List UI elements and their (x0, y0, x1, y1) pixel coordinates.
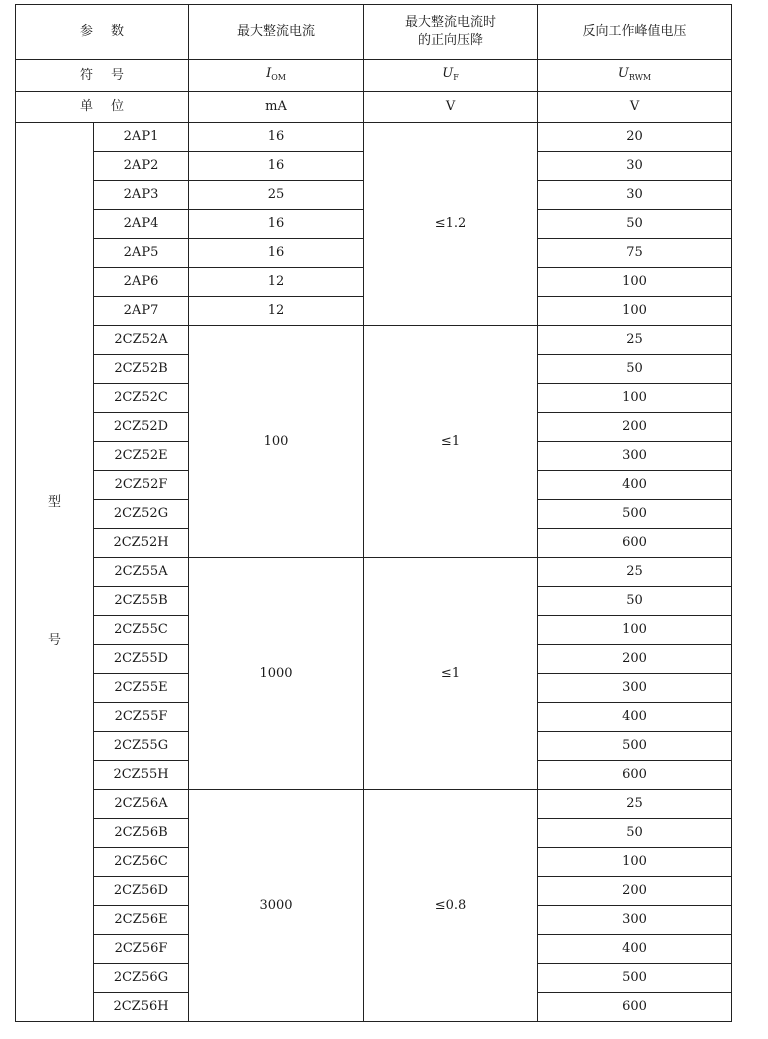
model-cell: 2CZ55B (94, 587, 189, 616)
uf-group-cell: ≤1.2 (364, 123, 538, 326)
model-cell: 2CZ56H (94, 993, 189, 1022)
urwm-cell: 20 (538, 123, 732, 152)
model-cell: 2CZ56E (94, 906, 189, 935)
model-cell: 2AP5 (94, 239, 189, 268)
urwm-cell: 50 (538, 587, 732, 616)
table-row (16, 790, 732, 819)
model-cell: 2AP6 (94, 268, 189, 297)
iom-header: 最大整流电流 (189, 5, 364, 60)
iom-cell: 12 (189, 297, 364, 326)
model-label-char2: 号 (47, 633, 61, 648)
urwm-cell: 200 (538, 645, 732, 674)
urwm-cell: 600 (538, 761, 732, 790)
model-cell: 2CZ52B (94, 355, 189, 384)
model-label-cell (16, 123, 94, 1022)
model-cell: 2CZ52E (94, 442, 189, 471)
uf-header (364, 5, 538, 60)
urwm-cell: 500 (538, 500, 732, 529)
model-cell: 2CZ52H (94, 529, 189, 558)
model-cell: 2CZ56F (94, 935, 189, 964)
model-cell: 2CZ55H (94, 761, 189, 790)
model-cell: 2AP2 (94, 152, 189, 181)
urwm-cell: 30 (538, 181, 732, 210)
uf-group-cell: ≤1 (364, 558, 538, 790)
iom-group-cell: 1000 (189, 558, 364, 790)
model-cell: 2CZ55C (94, 616, 189, 645)
urwm-header: 反向工作峰值电压 (538, 5, 732, 60)
model-cell: 2CZ56B (94, 819, 189, 848)
urwm-cell: 400 (538, 935, 732, 964)
model-cell: 2AP4 (94, 210, 189, 239)
iom-cell: 12 (189, 268, 364, 297)
table-row (16, 326, 732, 355)
urwm-cell: 400 (538, 703, 732, 732)
urwm-cell: 100 (538, 268, 732, 297)
iom-cell: 16 (189, 152, 364, 181)
urwm-cell: 600 (538, 529, 732, 558)
iom-group-cell: 100 (189, 326, 364, 558)
header-row (16, 5, 732, 60)
model-cell: 2CZ55E (94, 674, 189, 703)
model-cell: 2CZ55G (94, 732, 189, 761)
urwm-cell: 300 (538, 442, 732, 471)
model-cell: 2CZ52F (94, 471, 189, 500)
urwm-unit: V (538, 92, 732, 123)
urwm-cell: 400 (538, 471, 732, 500)
model-cell: 2CZ56A (94, 790, 189, 819)
model-cell: 2CZ52D (94, 413, 189, 442)
urwm-cell: 75 (538, 239, 732, 268)
urwm-cell: 50 (538, 355, 732, 384)
model-cell: 2AP7 (94, 297, 189, 326)
model-cell: 2CZ52C (94, 384, 189, 413)
model-cell: 2CZ56C (94, 848, 189, 877)
iom-cell: 25 (189, 181, 364, 210)
model-cell: 2CZ52A (94, 326, 189, 355)
model-cell: 2CZ55F (94, 703, 189, 732)
urwm-cell: 25 (538, 326, 732, 355)
model-cell: 2CZ56D (94, 877, 189, 906)
uf-unit: V (364, 92, 538, 123)
urwm-cell: 25 (538, 558, 732, 587)
uf-symbol: $U_F$ (364, 60, 538, 92)
urwm-cell: 300 (538, 674, 732, 703)
table-row (16, 558, 732, 587)
uf-group-cell: ≤1 (364, 326, 538, 558)
urwm-cell: 200 (538, 413, 732, 442)
model-cell: 2CZ52G (94, 500, 189, 529)
urwm-cell: 100 (538, 616, 732, 645)
parameter-header: 参数 (16, 5, 189, 60)
model-cell: 2AP1 (94, 123, 189, 152)
urwm-cell: 500 (538, 964, 732, 993)
iom-cell: 16 (189, 239, 364, 268)
urwm-cell: 200 (538, 877, 732, 906)
unit-row (16, 92, 732, 123)
model-cell: 2AP3 (94, 181, 189, 210)
model-cell: 2CZ55D (94, 645, 189, 674)
table-row (16, 123, 732, 152)
table-body (16, 5, 732, 1022)
iom-symbol: $I_{OM}$ (189, 60, 364, 92)
urwm-symbol: $U_{RWM}$ (538, 60, 732, 92)
symbol-label: 符号 (16, 60, 189, 92)
symbol-row (16, 60, 732, 92)
iom-unit: mA (189, 92, 364, 123)
urwm-cell: 50 (538, 819, 732, 848)
uf-group-cell: ≤0.8 (364, 790, 538, 1022)
iom-cell: 16 (189, 210, 364, 239)
urwm-cell: 50 (538, 210, 732, 239)
model-label-char1: 型 (47, 495, 61, 510)
diode-parameter-table (15, 4, 732, 1022)
uf-header-line1: 最大整流电流时 (405, 15, 497, 30)
model-cell: 2CZ56G (94, 964, 189, 993)
uf-header-line2: 的正向压降 (418, 33, 484, 48)
unit-label: 单位 (16, 92, 189, 123)
model-cell: 2CZ55A (94, 558, 189, 587)
urwm-cell: 600 (538, 993, 732, 1022)
urwm-cell: 100 (538, 297, 732, 326)
urwm-cell: 300 (538, 906, 732, 935)
iom-cell: 16 (189, 123, 364, 152)
urwm-cell: 500 (538, 732, 732, 761)
urwm-cell: 100 (538, 384, 732, 413)
urwm-cell: 25 (538, 790, 732, 819)
urwm-cell: 30 (538, 152, 732, 181)
urwm-cell: 100 (538, 848, 732, 877)
iom-group-cell: 3000 (189, 790, 364, 1022)
